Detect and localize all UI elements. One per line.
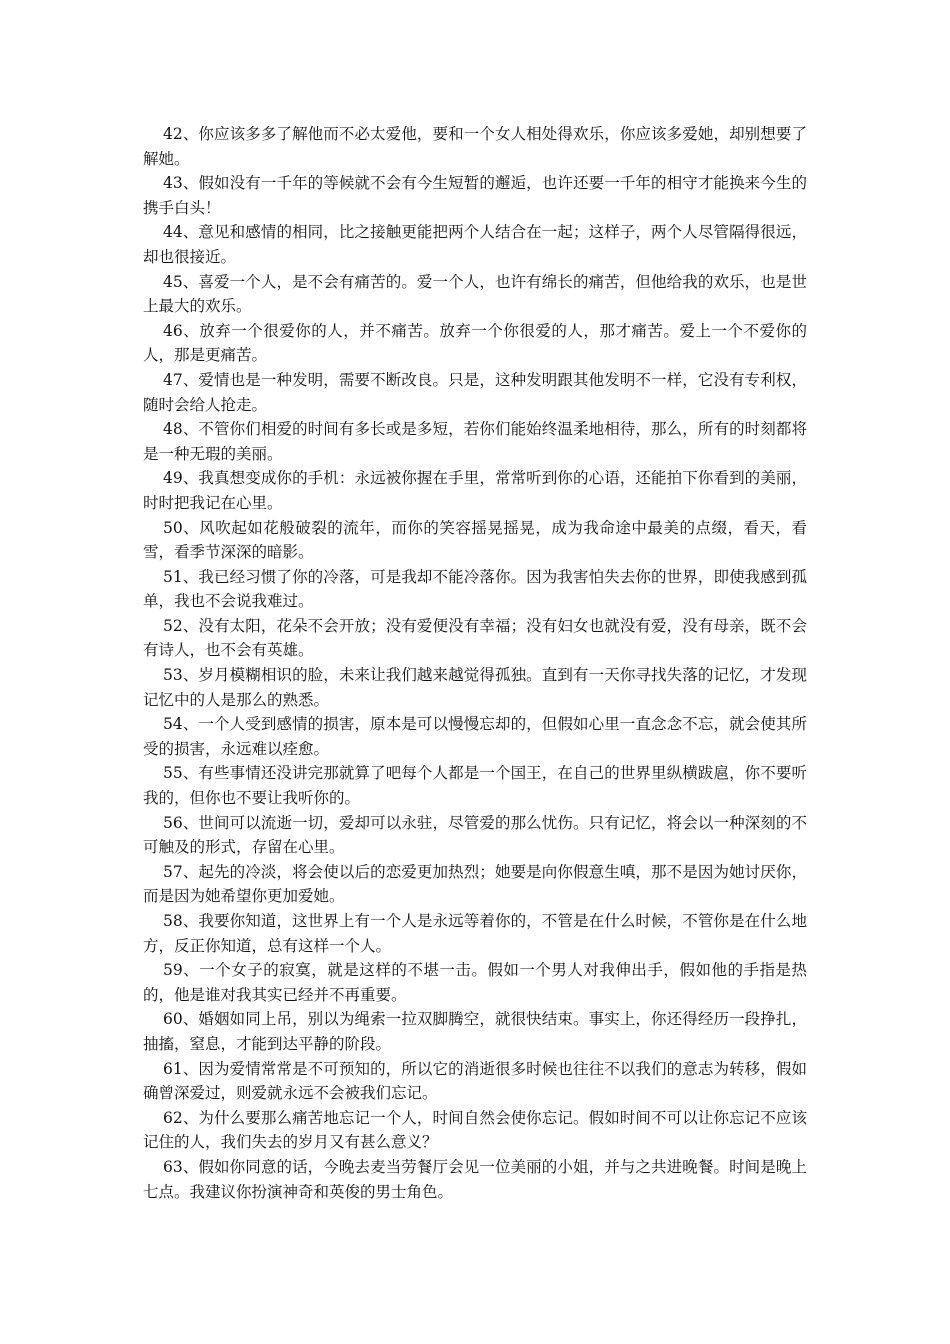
quote-paragraph-55: 55、有些事情还没讲完那就算了吧每个人都是一个国王，在自己的世界里纵横跋扈，你不要听我的，但你也不要让我听你的。 xyxy=(143,764,807,808)
quote-paragraph-46: 46、放弃一个很爱你的人，并不痛苦。放弃一个你很爱的人，那才痛苦。爱上一个不爱你的人，那是更痛苦。 xyxy=(143,321,807,365)
quote-paragraph-61: 61、因为爱情常常是不可预知的，所以它的消逝很多时候也往往不以我们的意志为转移，假如确曾深爱过，则爱就永远不会被我们忘记。 xyxy=(143,1059,807,1103)
quote-paragraph-49: 49、我真想变成你的手机：永远被你握在手里，常常听到你的心语，还能拍下你看到的美丽，时时把我记在心里。 xyxy=(143,469,807,512)
quote-paragraph-58: 58、我要你知道，这世界上有一个人是永远等着你的，不管是在什么时候，不管你是在什么地方，反正你知道，总有这样一个人。 xyxy=(143,912,807,955)
quote-paragraph-44: 44、意见和感情的相同，比之接触更能把两个人结合在一起；这样子，两个人尽管隔得很远，却也很接近。 xyxy=(143,223,807,266)
quote-paragraph-42: 42、你应该多多了解他而不必太爱他，要和一个女人相处得欢乐，你应该多爱她，却别想要了解她。 xyxy=(143,125,807,168)
quote-paragraph-57: 57、起先的冷淡，将会使以后的恋爱更加热烈；她要是向你假意生嗔，那不是因为她讨厌你，而是因为她希望你更加爱她。 xyxy=(143,862,807,906)
quote-paragraph-59: 59、一个女子的寂寞，就是这样的不堪一击。假如一个男人对我伸出手，假如他的手指是热的，他是谁对我其实已经并不再重要。 xyxy=(143,961,807,1004)
quote-paragraph-47: 47、爱情也是一种发明，需要不断改良。只是，这种发明跟其他发明不一样，它没有专利权，随时会给人抢走。 xyxy=(143,370,807,414)
quote-paragraph-63: 63、假如你同意的话，今晚去麦当劳餐厅会见一位美丽的小姐，并与之共进晚餐。时间是晚上七点。我建议你扮演神奇和英俊的男士角色。 xyxy=(143,1157,807,1201)
quote-paragraph-51: 51、我已经习惯了你的冷落，可是我却不能冷落你。因为我害怕失去你的世界，即使我感到孤单，我也不会说我难过。 xyxy=(143,567,807,611)
document-page xyxy=(143,122,807,1204)
quote-paragraph-56: 56、世间可以流逝一切，爱却可以永驻，尽管爱的那么忧伤。只有记忆，将会以一种深刻的不可触及的形式，存留在心里。 xyxy=(143,813,807,857)
quote-paragraph-60: 60、婚姻如同上吊，别以为绳索一拉双脚腾空，就很快结束。事实上，你还得经历一段挣扎，抽搐，窒息，才能到达平静的阶段。 xyxy=(143,1010,807,1053)
quote-paragraph-43: 43、假如没有一千年的等候就不会有今生短暂的邂逅，也许还要一千年的相守才能换来今生的携手白头！ xyxy=(143,174,807,217)
quote-paragraph-52: 52、没有太阳，花朵不会开放；没有爱便没有幸福；没有妇女也就没有爱，没有母亲，既不会有诗人，也不会有英雄。 xyxy=(143,616,807,660)
quote-paragraph-50: 50、风吹起如花般破裂的流年，而你的笑容摇晃摇晃，成为我命途中最美的点缀，看天，看雪，看季节深深的暗影。 xyxy=(143,518,807,562)
quote-paragraph-53: 53、岁月模糊相识的脸，未来让我们越来越觉得孤独。直到有一天你寻找失落的记忆，才发现记忆中的人是那么的熟悉。 xyxy=(143,666,807,709)
quote-paragraph-54: 54、一个人受到感情的损害，原本是可以慢慢忘却的，但假如心里一直念念不忘，就会使其所受的损害，永远难以痊愈。 xyxy=(143,715,807,758)
quote-paragraph-48: 48、不管你们相爱的时间有多长或是多短，若你们能始终温柔地相待，那么，所有的时刻都将是一种无瑕的美丽。 xyxy=(143,420,807,463)
quote-paragraph-45: 45、喜爱一个人，是不会有痛苦的。爱一个人，也许有绵长的痛苦，但他给我的欢乐，也是世上最大的欢乐。 xyxy=(143,272,807,316)
quote-paragraph-62: 62、为什么要那么痛苦地忘记一个人，时间自然会使你忘记。假如时间不可以让你忘记不应该记住的人，我们失去的岁月又有甚么意义？ xyxy=(143,1108,807,1152)
